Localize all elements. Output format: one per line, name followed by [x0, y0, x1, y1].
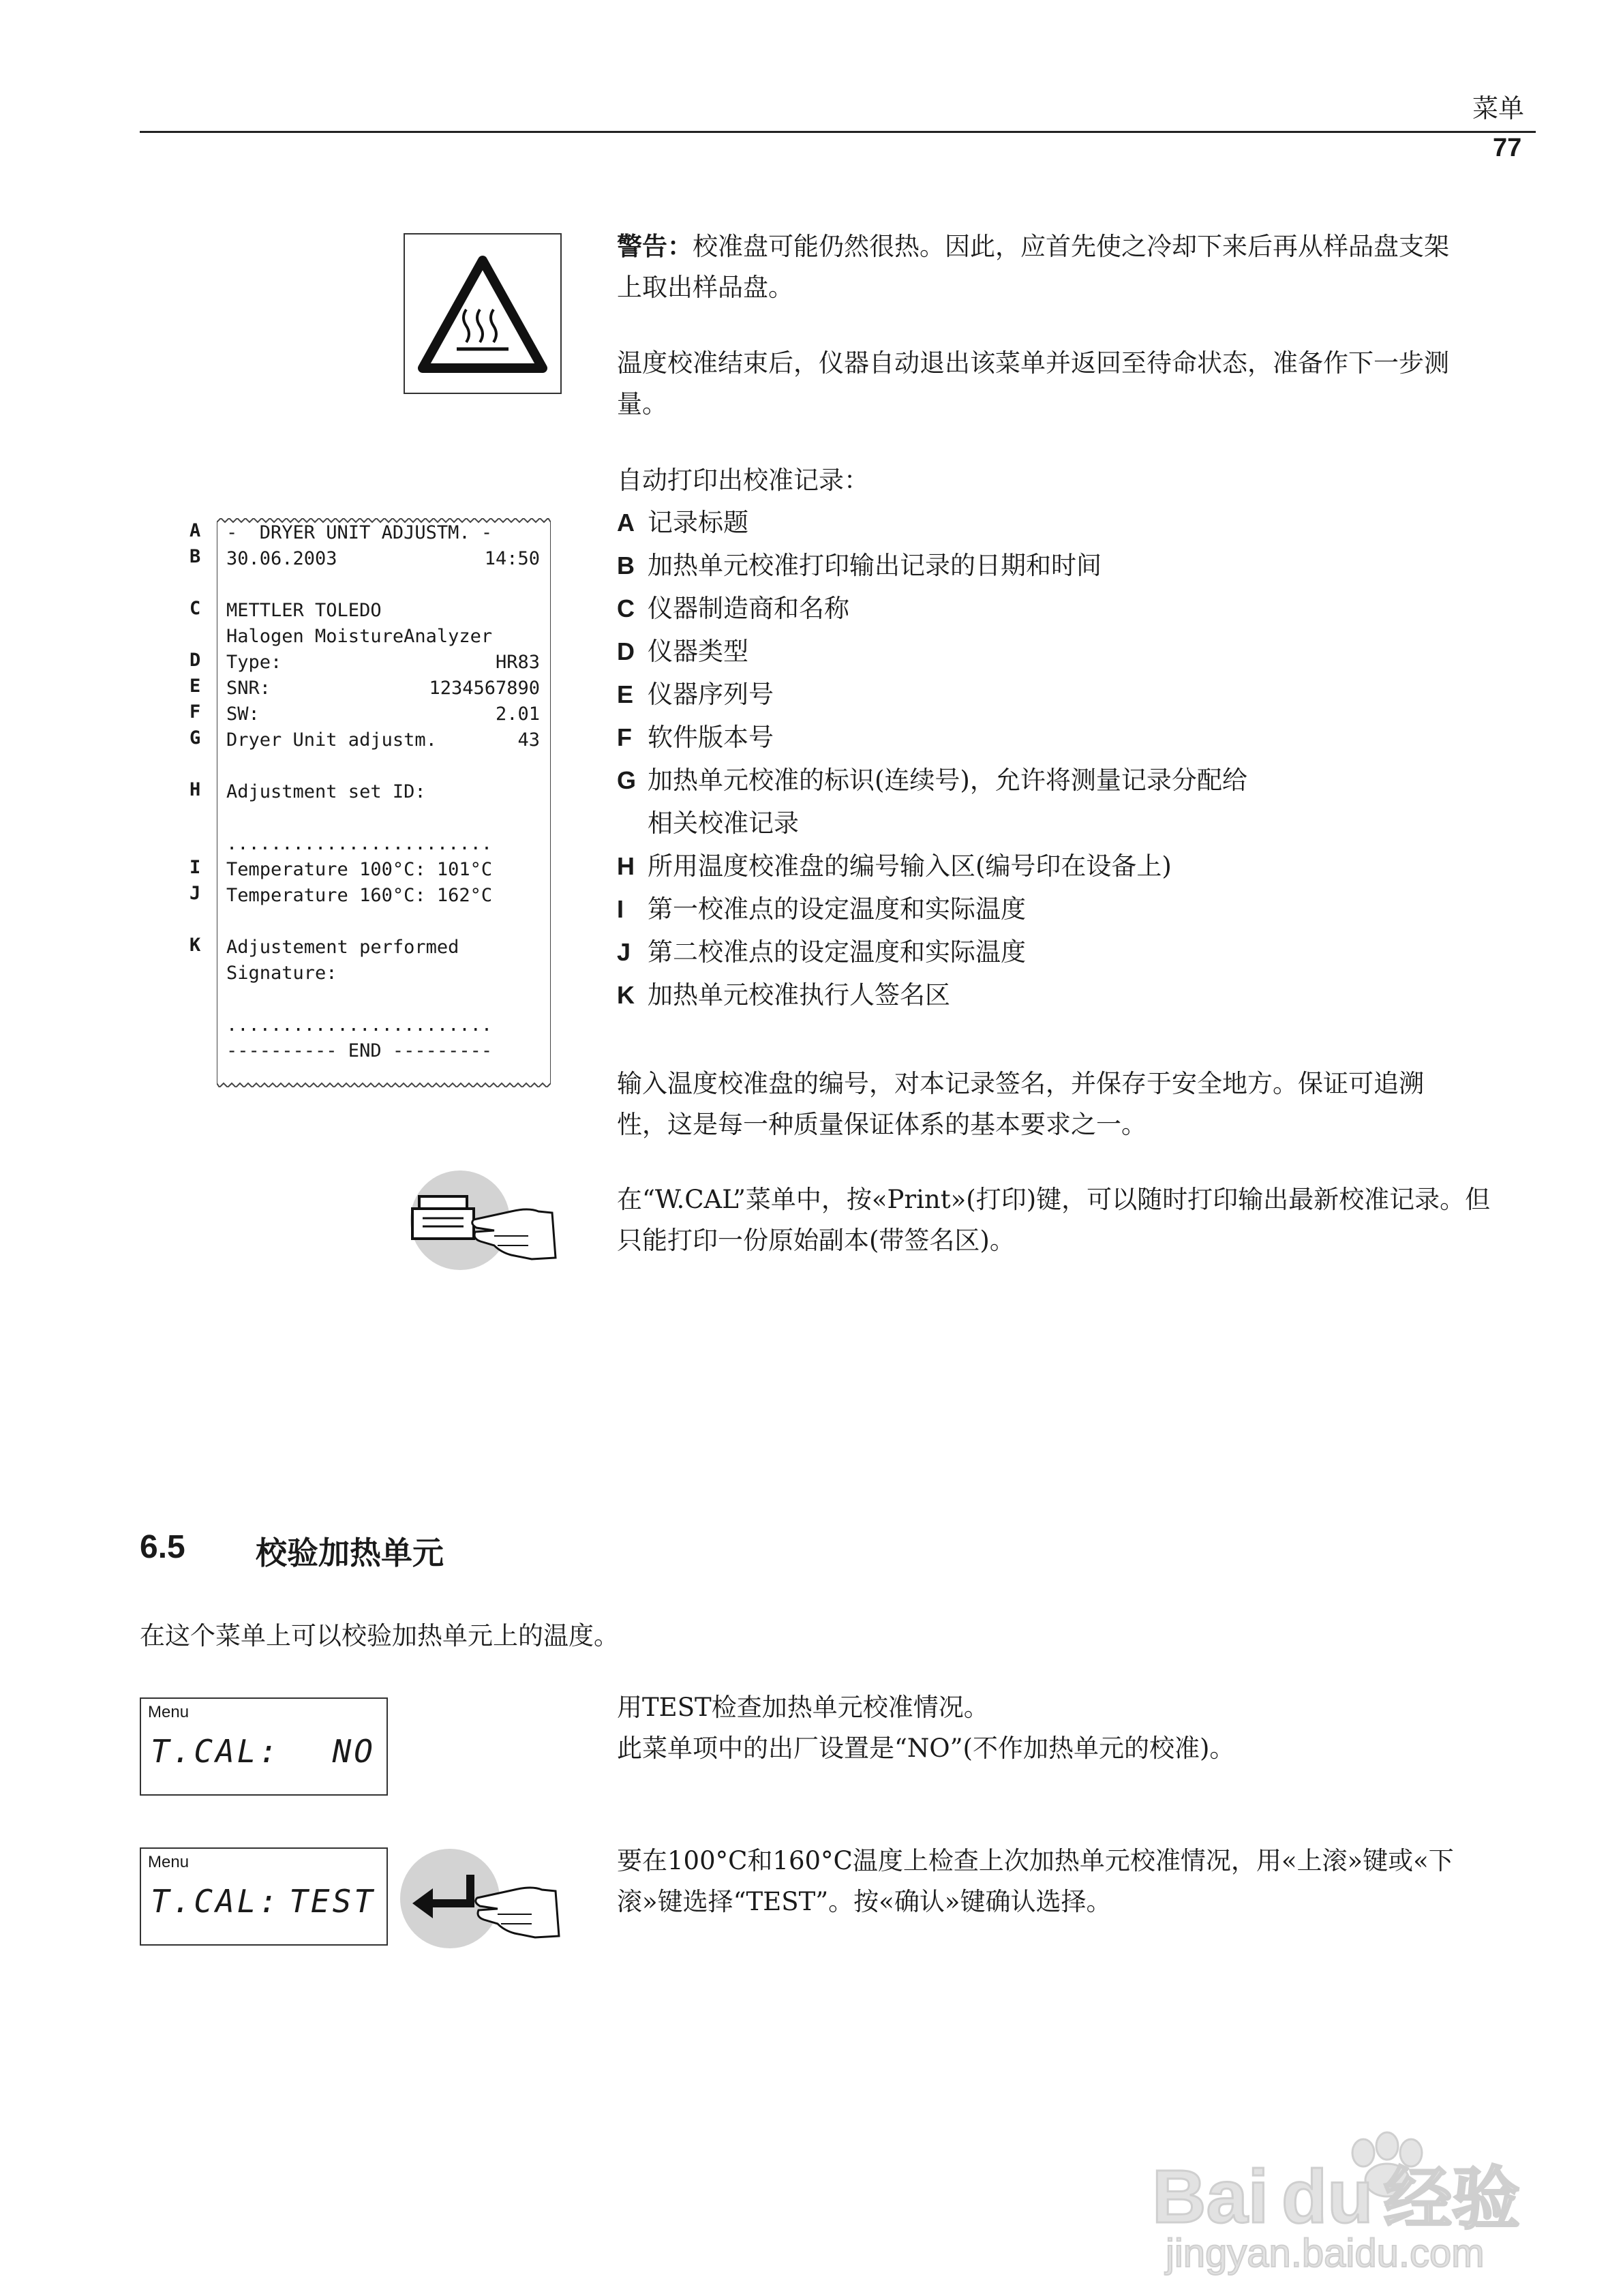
legend-text: 第一校准点的设定温度和实际温度 — [648, 894, 1026, 924]
printout-title: - DRYER UNIT ADJUSTM. - — [226, 522, 493, 543]
legend-letter: D — [617, 637, 635, 665]
svg-text:jingyan.baidu.com: jingyan.baidu.com — [1166, 2231, 1485, 2276]
warning-paragraph — [617, 226, 1530, 308]
legend-letter: J — [617, 938, 631, 966]
printout-letter: D — [189, 650, 201, 671]
enter-key-press-icon — [399, 1847, 569, 1950]
warning-text-line-1: 校准盘可能仍然很热。因此，应首先使之冷却下来后再从样品盘支架 — [693, 232, 1449, 261]
legend-letter: C — [617, 594, 635, 622]
running-header: 菜单 — [1472, 93, 1525, 123]
section-number: 6.5 — [140, 1529, 185, 1565]
lcd-param: T.CAL: — [151, 1733, 281, 1770]
svg-text:du: du — [1281, 2155, 1374, 2239]
after-calibration-paragraph — [617, 343, 1530, 425]
printout-end: ---------- END --------- — [226, 1040, 493, 1061]
printout-letter: K — [189, 935, 201, 956]
legend-letter: E — [617, 680, 634, 708]
page-number: 77 — [1493, 134, 1522, 162]
printout-snr — [226, 676, 540, 701]
legend-text: 仪器类型 — [648, 637, 748, 666]
legend-item — [617, 587, 1558, 630]
legend-text: 记录标题 — [648, 508, 748, 537]
printout-type-label: Type: — [226, 652, 282, 673]
printout-letter: I — [189, 857, 201, 878]
warning-text-line-2: 上取出样品盘。 — [617, 273, 793, 302]
select-line-2: 滚»键选择“TEST”。按«确认»键确认选择。 — [617, 1887, 1112, 1916]
record-intro: 自动打印出校准记录： — [617, 466, 869, 495]
lcd-menu-label: Menu — [148, 1853, 189, 1871]
printout-performed: Adjustement performed — [226, 937, 459, 958]
legend-letter: B — [617, 552, 635, 579]
printout-temp1: Temperature 100°C: 101°C — [226, 859, 493, 880]
printout-adj-label: Dryer Unit adjustm. — [226, 729, 437, 751]
legend-item — [617, 544, 1558, 587]
printout-snr-value: 1234567890 — [429, 678, 540, 699]
printout-letter: C — [189, 598, 201, 619]
record-legend-list — [617, 501, 1558, 1016]
legend-item — [617, 630, 1558, 673]
printout-letter: J — [189, 883, 201, 904]
print-note-paragraph — [617, 1179, 1530, 1261]
svg-text:经验: 经验 — [1384, 2159, 1520, 2239]
printout-letter: A — [189, 520, 201, 541]
printout-adjustment — [226, 727, 540, 753]
printout-letter: B — [189, 546, 201, 567]
legend-text: 仪器制造商和名称 — [648, 594, 849, 623]
printout-time: 14:50 — [484, 548, 540, 569]
printout-sw-label: SW: — [226, 704, 260, 725]
lcd-menu-label: Menu — [148, 1703, 189, 1721]
legend-item — [617, 802, 1558, 845]
header-rule — [140, 131, 1536, 133]
lcd-display-test — [140, 1847, 388, 1946]
legend-letter: I — [617, 895, 624, 923]
test-paragraph — [617, 1687, 1530, 1769]
legend-text: 仪器序列号 — [648, 680, 774, 709]
printout-letter: F — [189, 701, 201, 723]
printout-sw — [226, 701, 540, 727]
legend-text: 加热单元校准打印输出记录的日期和时间 — [648, 551, 1102, 580]
select-paragraph — [617, 1841, 1544, 1922]
printout-date: 30.06.2003 — [226, 548, 337, 569]
printout-product: Halogen MoistureAnalyzer — [226, 626, 493, 647]
after-calibration-line-2: 量。 — [617, 389, 667, 419]
legend-item — [617, 888, 1558, 931]
lcd-param: T.CAL: — [151, 1883, 281, 1920]
printout-snr-label: SNR: — [226, 678, 271, 699]
legend-item — [617, 845, 1558, 888]
legend-letter: K — [617, 981, 635, 1009]
legend-item — [617, 973, 1558, 1016]
printout-dots: ........................ — [226, 833, 493, 854]
legend-text: 相关校准记录 — [648, 809, 799, 838]
lcd-value: TEST — [289, 1883, 376, 1920]
print-note-line-2: 只能打印一份原始副本(带签名区)。 — [617, 1226, 1015, 1255]
after-calibration-line-1: 温度校准结束后，仪器自动退出该菜单并返回至待命状态，准备作下一步测 — [617, 348, 1449, 378]
legend-letter: G — [617, 766, 637, 794]
printout-type-value: HR83 — [495, 652, 540, 673]
legend-text: 所用温度校准盘的编号输入区(编号印在设备上) — [648, 851, 1172, 881]
legend-letter: H — [617, 852, 635, 880]
warning-label: 警告： — [617, 232, 693, 261]
legend-text: 第二校准点的设定温度和实际温度 — [648, 937, 1026, 967]
test-line-1: 用TEST检查加热单元校准情况。 — [617, 1693, 989, 1722]
legend-item — [617, 931, 1558, 973]
lcd-value: NO — [332, 1733, 376, 1770]
section-intro: 在这个菜单上可以校验加热单元上的温度。 — [140, 1621, 619, 1650]
legend-text: 加热单元校准的标识(连续号)，允许将测量记录分配给 — [648, 766, 1247, 795]
printout-datetime — [226, 546, 540, 572]
printout-dots-2: ........................ — [226, 1014, 493, 1036]
sign-note-paragraph — [617, 1063, 1530, 1145]
printout-maker: METTLER TOLEDO — [226, 600, 382, 621]
legend-letter: F — [617, 723, 632, 751]
legend-text: 软件版本号 — [648, 723, 774, 752]
legend-item — [617, 716, 1558, 759]
hot-surface-warning-icon — [404, 233, 562, 394]
sign-note-line-1: 输入温度校准盘的编号，对本记录签名，并保存于安全地方。保证可追溯 — [617, 1069, 1424, 1098]
test-line-2: 此菜单项中的出厂设置是“NO”(不作加热单元的校准)。 — [617, 1734, 1235, 1763]
legend-item — [617, 501, 1558, 544]
legend-item — [617, 759, 1558, 802]
printout-letter: G — [189, 727, 201, 749]
printout-letter: H — [189, 779, 201, 800]
printout-signature: Signature: — [226, 963, 337, 984]
section-title: 校验加热单元 — [256, 1535, 444, 1571]
print-key-press-icon — [392, 1169, 562, 1271]
legend-text: 加热单元校准执行人签名区 — [648, 980, 950, 1010]
baidu-jingyan-logo — [1152, 2127, 1534, 2277]
printout-type — [226, 650, 540, 676]
printout-letter: E — [189, 676, 201, 697]
printout-adj-value: 43 — [517, 729, 540, 751]
legend-item — [617, 673, 1558, 716]
select-line-1: 要在100°C和160°C温度上检查上次加热单元校准情况，用«上滚»键或«下 — [617, 1846, 1454, 1875]
printout-temp2: Temperature 160°C: 162°C — [226, 885, 493, 906]
printout-set-id: Adjustment set ID: — [226, 781, 426, 802]
printout-sw-value: 2.01 — [495, 704, 540, 725]
lcd-display-no — [140, 1697, 388, 1796]
svg-text:Bai: Bai — [1152, 2155, 1269, 2239]
print-note-line-1: 在“W.CAL”菜单中，按«Print»(打印)键，可以随时打印输出最新校准记录。但 — [617, 1185, 1491, 1214]
sign-note-line-2: 性，这是每一种质量保证体系的基本要求之一。 — [617, 1110, 1147, 1139]
legend-letter: A — [617, 509, 635, 537]
